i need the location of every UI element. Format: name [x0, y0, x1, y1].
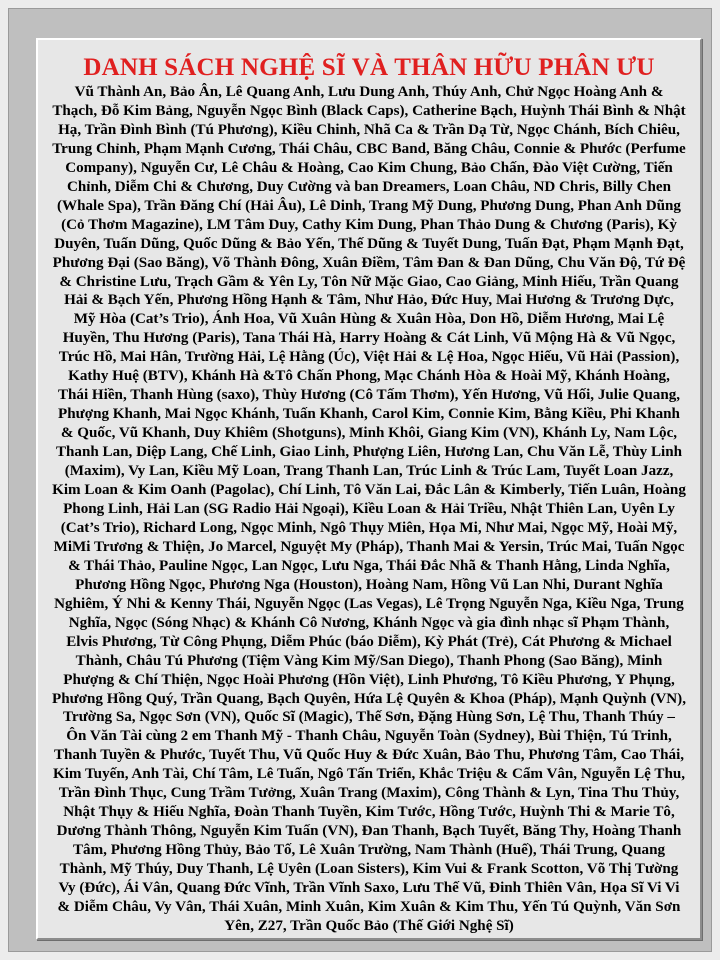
content-panel — [36, 38, 702, 940]
page-title: DANH SÁCH NGHỆ SĨ VÀ THÂN HỮU PHÂN ƯU — [83, 54, 655, 81]
outer-frame — [8, 8, 712, 952]
names-list: Vũ Thành An, Bảo Ân, Lê Quang Anh, Lưu Dung Anh, Thúy Anh, Chử Ngọc Hoàng Anh & Thạch, Đỗ Kim Bảng, Nguyễn Ngọc Bình (Black Caps), Catherine Bạch, Huỳnh Thái Bình & Nhật Hạ, Trần Đình Bình (Tú Phương), Kiều Chinh, Nhã Ca & Trần Dạ Từ, Ngọc Chánh, Bích Chiêu, Trung Chỉnh, Phạm Mạnh Cương, Thái Châu, CBC Band, Băng Châu, Connie & Phước (Perfume Company), Nguyễn Cư, Lê Châu & Hoàng, Cao Kim Chung, Bảo Chấn, Đào Việt Cường, Tiến Chỉnh, Diễm Chi & Chương, Duy Cường và ban Dreamers, Loan Châu, ND Chris, Billy Chen (Whale Spa), Trần Đăng Chí (Hải Âu), Lê Dinh, Trang Mỹ Dung, Phương Dung, Phan Anh Dũng (Cỏ Thơm Magazine), LM Tâm Duy, Cathy Kim Dung, Phan Thảo Dung & Chương (Paris), Kỳ Duyên, Tuấn Dũng, Quốc Dũng & Bảo Yến, Thế Dũng & Tuyết Dung, Tuấn Đạt, Phạm Mạnh Đạt, Phương Đại (Sao Băng), Võ Thành Đông, Xuân Điềm, Tâm Đan & Đan Dũng, Chu Văn Độ, Tứ Đệ & Christine Lưu, Trạch Gầm & Yên Ly, Tôn Nữ Mặc Giao, Cao Giảng, Minh Hiếu, Trần Quang Hải & Bạch Yến, Phương Hồng Hạnh & Tâm, Như Hảo, Đức Huy, Mai Hương & Trương Dực, Mỹ Hòa (Cat’s Trio), Ánh Hoa, Vũ Xuân Hùng & Xuân Hòa, Don Hồ, Diễm Hương, Mai Lệ Huyền, Thu Hương (Paris), Tana Thái Hà, Harry Hoàng & Cát Linh, Vũ Mộng Hà & Vũ Ngọc, Trúc Hồ, Mai Hân, Trường Hải, Lệ Hằng (Úc), Việt Hải & Lệ Hoa, Ngọc Hiếu, Vũ Hải (Passion), Kathy Huệ (BTV), Khánh Hà &Tô Chấn Phong, Mạc Chánh Hòa & Hoài Mỹ, Khánh Hoàng, Thái Hiền, Thanh Hùng (saxo), Thùy Hương (Cô Tấm Thơm), Yến Hương, Vũ Hối, Julie Quang, Phượng Khanh, Mai Ngọc Khánh, Tuấn Khanh, Carol Kim, Connie Kim, Bằng Kiều, Phi Khanh & Quốc, Vũ Khanh, Duy Khiêm (Shotguns), Minh Khôi, Giang Kim (VN), Khánh Ly, Nam Lộc, Thanh Lan, Diệp Lang, Chế Linh, Giao Linh, Phượng Liên, Hương Lan, Chu Văn Lễ, Thùy Linh (Maxim), Vy Lan, Kiều Mỹ Loan, Trang Thanh Lan, Trúc Linh & Trúc Lam, Tuyết Loan Jazz, Kim Loan & Kim Oanh (Pagolac), Chí Linh, Tô Văn Lai, Đắc Lân & Kimberly, Tiến Luân, Hoàng Phong Linh, Hải Lan (SG Radio Hải Ngoại), Kiều Loan & Hải Triều, Nhật Thiên Lan, Uyên Ly (Cat’s Trio), Richard Long, Ngọc Minh, Ngô Thụy Miên, Họa Mi, Như Mai, Ngọc Mỹ, Hoài Mỹ, MiMi Trương & Thiện, Jo Marcel, Nguyệt My (Pháp), Thanh Mai & Yersin, Trúc Mai, Tuấn Ngọc & Thái Thảo, Pauline Ngọc, Lan Ngọc, Lưu Nga, Thái Đắc Nhã & Thanh Hằng, Linda Nghĩa, Phương Hồng Ngọc, Phương Nga (Houston), Hoàng Nam, Hồng Vũ Lan Nhi, Durant Nghĩa Nghiêm, Ý Nhi & Kenny Thái, Nguyễn Ngọc (Las Vegas), Lê Trọng Nguyễn Nga, Kiều Nga, Trung Nghĩa, Ngọc (Sóng Nhạc) & Khánh Cô Nương, Khánh Ngọc và gia đình nhạc sĩ Phạm Thành, Elvis Phương, Từ Công Phụng, Diễm Phúc (báo Diễm), Kỳ Phát (Trẻ), Cát Phương & Michael Thành, Châu Tú Phương (Tiệm Vàng Kim Mỹ/San Diego), Thanh Phong (Sao Băng), Minh Phượng & Chí Thiện, Ngọc Hoài Phương (Hồn Việt), Linh Phương, Tô Kiều Phương, Y Phụng, Phương Hồng Quý, Trần Quang, Bạch Quyên, Hứa Lệ Quyên & Khoa (Pháp), Mạnh Quỳnh (VN), Trường Sa, Ngọc Sơn (VN), Quốc Sĩ (Magic), Thế Sơn, Đặng Hùng Sơn, Lệ Thu, Thanh Thúy – Ôn Văn Tài cùng 2 em Thanh Mỹ - Thanh Châu, Nguyễn Toàn (Sydney), Bùi Thiện, Tú Trinh, Thanh Tuyền & Phước, Tuyết Thu, Vũ Quốc Huy & Đức Xuân, Bảo Thu, Phương Tâm, Cao Thái, Kim Tuyến, Anh Tài, Chí Tâm, Lê Tuấn, Ngô Tấn Triển, Khắc Triệu & Cẩm Vân, Nguyễn Lệ Thu, Trần Đình Thục, Cung Trầm Tưởng, Xuân Trang (Maxim), Công Thành & Lyn, Tina Thu Thủy, Nhật Thụy & Hiếu Nghĩa, Đoàn Thanh Tuyền, Kim Tước, Hồng Tước, Huỳnh Thi & Marie Tô, Dương Thành Thông, Nguyễn Kim Tuấn (VN), Đan Thanh, Bạch Tuyết, Băng Thy, Hoàng Thanh Tâm, Phương Hồng Thủy, Bảo Tố, Lê Xuân Trường, Nam Thành (Huế), Thái Trung, Quang Thành, Mỹ Thúy, Duy Thanh, Lệ Uyên (Loan Sisters), Kim Vui & Frank Scotton, Võ Thị Tường Vy (Đức), Ái Vân, Quang Đức Vĩnh, Trần Vĩnh Saxo, Lưu Thế Vũ, Đinh Thiên Vân, Họa Sĩ Vi Vi & Diễm Châu, Vy Vân, Thái Xuân, Minh Xuân, Kim Xuân & Kim Thu, Yến Tú Quỳnh, Văn Sơn Yên, Z27, Trần Quốc Bảo (Thế Giới Nghệ Sĩ) — [52, 84, 686, 934]
